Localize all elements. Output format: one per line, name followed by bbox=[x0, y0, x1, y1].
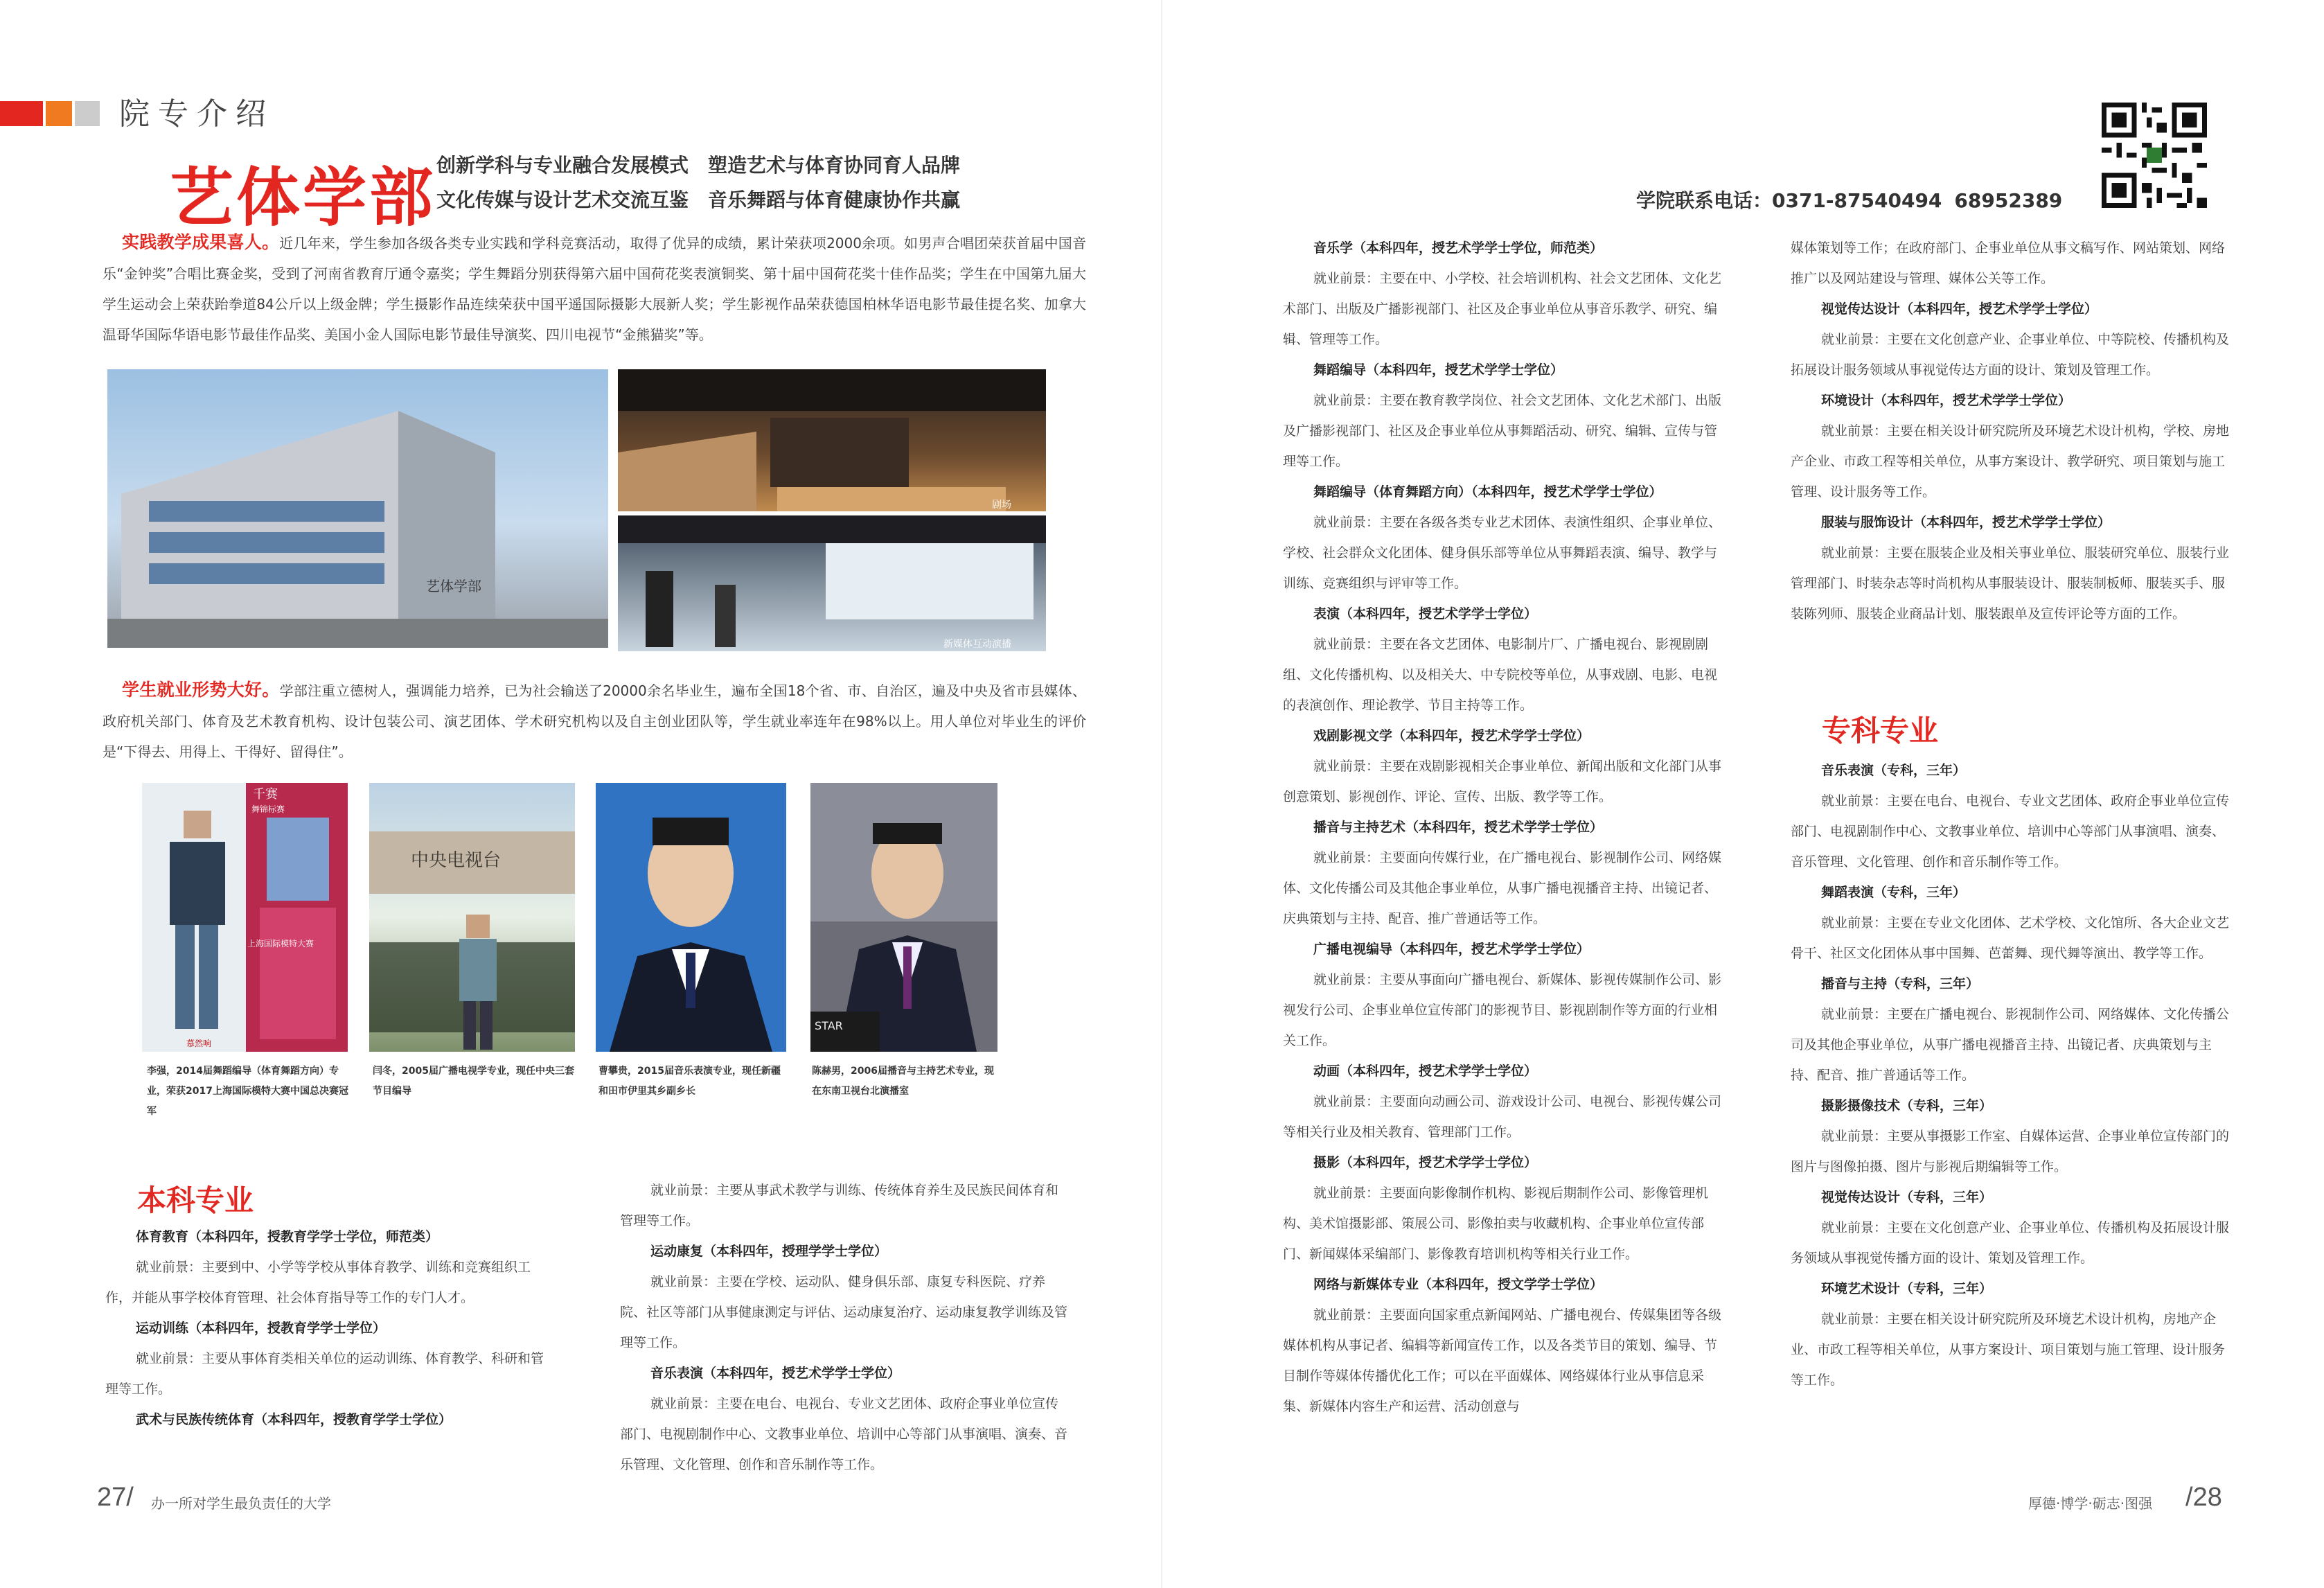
major-heading: 服装与服饰设计（本科四年，授艺术学学士学位） bbox=[1821, 515, 2111, 530]
major-description: 就业前景：主要在中、小学校、社会培训机构、社会文艺团体、文化艺术部门、出版及广播影视部门、社区及企事业单位从事音乐教学、研究、编辑、管理等工作。 bbox=[1283, 271, 1722, 347]
slogan-line: 创新学科与专业融合发展模式 塑造艺术与体育协同育人品牌 bbox=[436, 154, 961, 177]
major-heading: 武术与民族传统体育（本科四年，授教育学学士学位） bbox=[136, 1412, 452, 1427]
column-1 bbox=[105, 1221, 556, 1435]
section-title: 院专介绍 bbox=[119, 96, 274, 132]
building-sign: 艺体学部 bbox=[426, 578, 481, 594]
contact-phone-2: 68952389 bbox=[1954, 189, 2063, 212]
major-description: 就业前景：主要从事体育类相关单位的运动训练、体育教学、科研和管理等工作。 bbox=[105, 1351, 544, 1397]
studio-note: 新媒体互动演播 bbox=[943, 639, 1011, 650]
major-heading: 播音与主持（专科，三年） bbox=[1821, 976, 1980, 991]
major-heading: 音乐学（本科四年，授艺术学学士学位，师范类） bbox=[1313, 240, 1604, 256]
theater-photo bbox=[618, 369, 1046, 511]
major-description: 就业前景：主要从事武术教学与训练、传统体育养生及民族民间体育和管理等工作。 bbox=[620, 1183, 1059, 1228]
slogan-line: 文化传媒与设计艺术交流互鉴 音乐舞蹈与体育健康协作共赢 bbox=[436, 188, 961, 211]
achievements-body: 近几年来，学生参加各级各类专业实践和学科竞赛活动，取得了优异的成绩，累计荣获项2000余项。如男声合唱团荣获首届中国音乐“金钟奖”合唱比赛金奖，受到了河南省教育厅通令嘉奖；学生舞蹈分别获得第六届中国荷花奖表演铜奖、第十届中国荷花奖十佳作品奖；学生在中国第九届大学生运动会上荣获跆拳道84公斤以上级金牌；学生摄影作品连续荣获中国平遥国际摄影大展新人奖；学生影视作品荣获德国柏林华语电影节最佳提名奖、加拿大温哥华国际华语电影节最佳作品奖、美国小金人国际电影节最佳导演奖、四川电视节“金熊猫奖”等。 bbox=[103, 235, 1086, 343]
column-3 bbox=[1283, 233, 1726, 1422]
diploma-title: 专科专业 bbox=[1822, 714, 1939, 748]
contest-label-1: 千赛 bbox=[253, 787, 278, 802]
major-heading: 体育教育（本科四年，授教育学学士学位，师范类） bbox=[136, 1229, 439, 1244]
major-heading: 戏剧影视文学（本科四年，授艺术学学士学位） bbox=[1313, 728, 1590, 743]
qr-code-icon bbox=[2099, 103, 2210, 208]
major-description: 就业前景：主要面向传媒行业，在广播电视台、影视制作公司、网络媒体、文化传播公司及其他企事业单位，从事广播电视播音主持、出镜记者、庆典策划与主持、配音、推广普通话等工作。 bbox=[1283, 850, 1722, 926]
major-description: 就业前景：主要在各文艺团体、电影制片厂、广播电视台、影视剧剧组、文化传播机构、以及相关大、中专院校等单位，从事戏剧、电影、电视的表演创作、理论教学、节目主持等工作。 bbox=[1283, 637, 1718, 713]
contest-label-2: 舞锦标赛 bbox=[251, 804, 285, 814]
major-description: 就业前景：主要在戏剧影视相关企事业单位、新闻出版和文化部门从事创意策划、影视创作、评论、宣传、出版、教学等工作。 bbox=[1283, 759, 1722, 804]
major-description: 就业前景：主要到中、小学等学校从事体育教学、训练和竞赛组织工作，并能从事学校体育管理、社会体育指导等工作的专门人才。 bbox=[105, 1260, 531, 1305]
slogans bbox=[436, 148, 960, 218]
alumni-photo-4 bbox=[810, 783, 997, 1052]
major-heading: 广播电视编导（本科四年，授艺术学学士学位） bbox=[1313, 942, 1590, 957]
major-heading: 舞蹈编导（本科四年，授艺术学学士学位） bbox=[1313, 362, 1564, 378]
major-description: 就业前景：主要在相关设计研究院所及环境艺术设计机构，房地产企业、市政工程等相关单位，从事方案设计、项目策划与施工管理、设计服务等工作。 bbox=[1791, 1312, 2226, 1388]
alumni-photo-3 bbox=[596, 783, 786, 1052]
brand-label: 慕然响 bbox=[186, 1039, 212, 1048]
major-heading: 视觉传达设计（本科四年，授艺术学学士学位） bbox=[1821, 301, 2098, 317]
major-heading: 舞蹈编导（体育舞蹈方向）（本科四年，授艺术学学士学位） bbox=[1313, 484, 1662, 500]
alumni-caption-3: 曹攀贵，2015届音乐表演专业，现任新疆和田市伊里其乡副乡长 bbox=[598, 1066, 781, 1097]
studio-photo bbox=[618, 515, 1046, 651]
major-heading: 舞蹈表演（专科，三年） bbox=[1821, 885, 1967, 900]
employment-lead: 学生就业形势大好。 bbox=[122, 680, 280, 700]
theater-note: 剧场 bbox=[992, 500, 1011, 511]
building-photo bbox=[107, 369, 608, 648]
department-name: 艺体学部 bbox=[170, 161, 436, 235]
major-description: 就业前景：主要从事面向广播电视台、新媒体、影视传媒制作公司、影视发行公司、企事业单位宣传部门的影视节目、影视剧制作等方面的行业相关工作。 bbox=[1283, 972, 1722, 1048]
major-description: 就业前景：主要面向动画公司、游戏设计公司、电视台、影视传媒公司等相关行业及相关教育、管理部门工作。 bbox=[1283, 1094, 1722, 1140]
cctv-sign: 中央电视台 bbox=[411, 850, 502, 871]
major-heading: 摄影摄像技术（专科，三年） bbox=[1821, 1098, 1993, 1113]
footer-motto-left: 办一所对学生最负责任的大学 bbox=[151, 1495, 331, 1512]
major-description: 就业前景：主要在专业文化团体、艺术学校、文化馆所、各大企业文艺骨干、社区文化团体从事中国舞、芭蕾舞、现代舞等演出、教学等工作。 bbox=[1791, 915, 2230, 961]
contest-label-3: 上海国际模特大赛 bbox=[247, 939, 314, 949]
major-heading: 环境设计（本科四年，授艺术学学士学位） bbox=[1821, 393, 2072, 408]
footer-motto-right: 厚德·博学·砺志·图强 bbox=[2028, 1495, 2153, 1512]
major-heading: 表演（本科四年，授艺术学学士学位） bbox=[1313, 606, 1538, 621]
major-heading: 网络与新媒体专业（本科四年，授文学学士学位） bbox=[1313, 1277, 1604, 1292]
major-heading: 动画（本科四年，授艺术学学士学位） bbox=[1313, 1064, 1538, 1079]
alumni-photo-1 bbox=[142, 783, 348, 1052]
major-description: 就业前景：主要在各级各类专业艺术团体、表演性组织、企事业单位、学校、社会群众文化团体、健身俱乐部等单位从事舞蹈表演、编导、教学与训练、竞赛组织与评审等工作。 bbox=[1283, 515, 1722, 591]
major-description-continued: 媒体策划等工作；在政府部门、企事业单位从事文稿写作、网站策划、网络推广以及网站建设与管理、媒体公关等工作。 bbox=[1791, 240, 2226, 286]
major-heading: 播音与主持艺术（本科四年，授艺术学学士学位） bbox=[1313, 820, 1604, 835]
alumni-caption-4: 陈赫男，2006届播音与主持艺术专业，现在东南卫视台北演播室 bbox=[812, 1066, 994, 1097]
alumni-caption-2: 闫冬，2005届广播电视学专业，现任中央三套节目编导 bbox=[373, 1066, 574, 1097]
spread-gutter bbox=[1161, 0, 1162, 1588]
major-heading: 视觉传达设计（专科，三年） bbox=[1821, 1190, 1993, 1205]
achievements-lead: 实践教学成果喜人。 bbox=[122, 232, 280, 252]
achievements-paragraph bbox=[103, 227, 1086, 350]
major-description: 就业前景：主要在教育教学岗位、社会文艺团体、文化艺术部门、出版及广播影视部门、社区及企事业单位从事舞蹈活动、研究、编辑、宣传与管理等工作。 bbox=[1283, 393, 1722, 469]
column-2 bbox=[620, 1175, 1070, 1480]
major-description: 就业前景：主要在电台、电视台、专业文艺团体、政府企事业单位宣传部门、电视剧制作中心、文教事业单位、培训中心等部门从事演唱、演奏、音乐管理、文化管理、创作和音乐制作等工作。 bbox=[620, 1396, 1068, 1472]
bachelor-title: 本科专业 bbox=[137, 1183, 254, 1217]
column-4-top bbox=[1791, 233, 2234, 629]
major-description: 就业前景：主要面向影像制作机构、影视后期制作公司、影像管理机构、美术馆摄影部、策展公司、影像拍卖与收藏机构、企事业单位宣传部门、新闻媒体采编部门、影像教育培训机构等相关行业工作。 bbox=[1283, 1185, 1709, 1262]
major-description: 就业前景：主要在服装企业及相关事业单位、服装研究单位、服装行业管理部门、时装杂志等时尚机构从事服装设计、服装制板师、服装买手、服装陈列师、服装企业商品计划、服装跟单及宣传评论等方面的工作。 bbox=[1791, 545, 2230, 621]
major-heading: 环境艺术设计（专科，三年） bbox=[1821, 1281, 1993, 1296]
contact-phone bbox=[1636, 186, 2075, 213]
major-heading: 音乐表演（专科，三年） bbox=[1821, 763, 1967, 778]
contact-label: 学院联系电话：0371-87540494 bbox=[1636, 189, 1942, 212]
major-description: 就业前景：主要在文化创意产业、企事业单位、中等院校、传播机构及拓展设计服务领域从事视觉传达方面的设计、策划及管理工作。 bbox=[1791, 332, 2230, 378]
major-description: 就业前景：主要在广播电视台、影视制作公司、网络媒体、文化传播公司及其他企事业单位，从事广播电视播音主持、出镜记者、庆典策划与主持、配音、推广普通话等工作。 bbox=[1791, 1007, 2230, 1083]
major-description: 就业前景：主要在学校、运动队、健身俱乐部、康复专科医院、疗养院、社区等部门从事健康测定与评估、运动康复治疗、运动康复教学训练及管理等工作。 bbox=[620, 1274, 1068, 1350]
major-heading: 摄影（本科四年，授艺术学学士学位） bbox=[1313, 1155, 1538, 1170]
page-number-right: /28 bbox=[2185, 1483, 2222, 1512]
column-4-bottom bbox=[1791, 755, 2234, 1395]
page-number-left: 27/ bbox=[97, 1483, 134, 1512]
alumni-caption-1: 李强，2014届舞蹈编导（体育舞蹈方向）专业，荣获2017上海国际模特大赛中国总决赛冠军 bbox=[147, 1066, 348, 1117]
major-description: 就业前景：主要在相关设计研究院所及环境艺术设计机构，学校、房地产企业、市政工程等相关单位，从事方案设计、教学研究、项目策划与施工管理、设计服务等工作。 bbox=[1791, 423, 2230, 500]
major-heading: 运动训练（本科四年，授教育学学士学位） bbox=[136, 1321, 387, 1336]
major-description: 就业前景：主要面向国家重点新闻网站、广播电视台、传媒集团等各级媒体机构从事记者、编辑等新闻宣传工作，以及各类节目的策划、编导、节目制作等媒体传播优化工作；可以在平面媒体、网络媒体行业从事信息采集、新媒体内容生产和运营、活动创意与 bbox=[1283, 1307, 1722, 1414]
alumni-photo-2 bbox=[369, 783, 575, 1052]
employment-paragraph bbox=[103, 675, 1086, 767]
major-description: 就业前景：主要在电台、电视台、专业文艺团体、政府企事业单位宣传部门、电视剧制作中心、文教事业单位、培训中心等部门从事演唱、演奏、音乐管理、文化管理、创作和音乐制作等工作。 bbox=[1791, 793, 2230, 870]
major-heading: 运动康复（本科四年，授理学学士学位） bbox=[650, 1244, 888, 1259]
employment-body: 学部注重立德树人，强调能力培养，已为社会输送了20000余名毕业生，遍布全国18个省、市、自治区，遍及中央及省市县媒体、政府机关部门、体育及艺术教育机构、设计包装公司、演艺团体、学术研究机构以及自主创业团队等，学生就业率连年在98%以上。用人单位对毕业生的评价是“下得去、用得上、干得好、留得住”。 bbox=[103, 682, 1086, 760]
major-description: 就业前景：主要在文化创意产业、企事业单位、传播机构及拓展设计服务领域从事视觉传播方面的设计、策划及管理工作。 bbox=[1791, 1220, 2230, 1266]
major-heading: 音乐表演（本科四年，授艺术学学士学位） bbox=[650, 1366, 901, 1381]
star-logo: STAR bbox=[815, 1019, 843, 1032]
major-description: 就业前景：主要从事摄影工作室、自媒体运营、企事业单位宣传部门的图片与图像拍摄、图片与影视后期编辑等工作。 bbox=[1791, 1129, 2230, 1174]
